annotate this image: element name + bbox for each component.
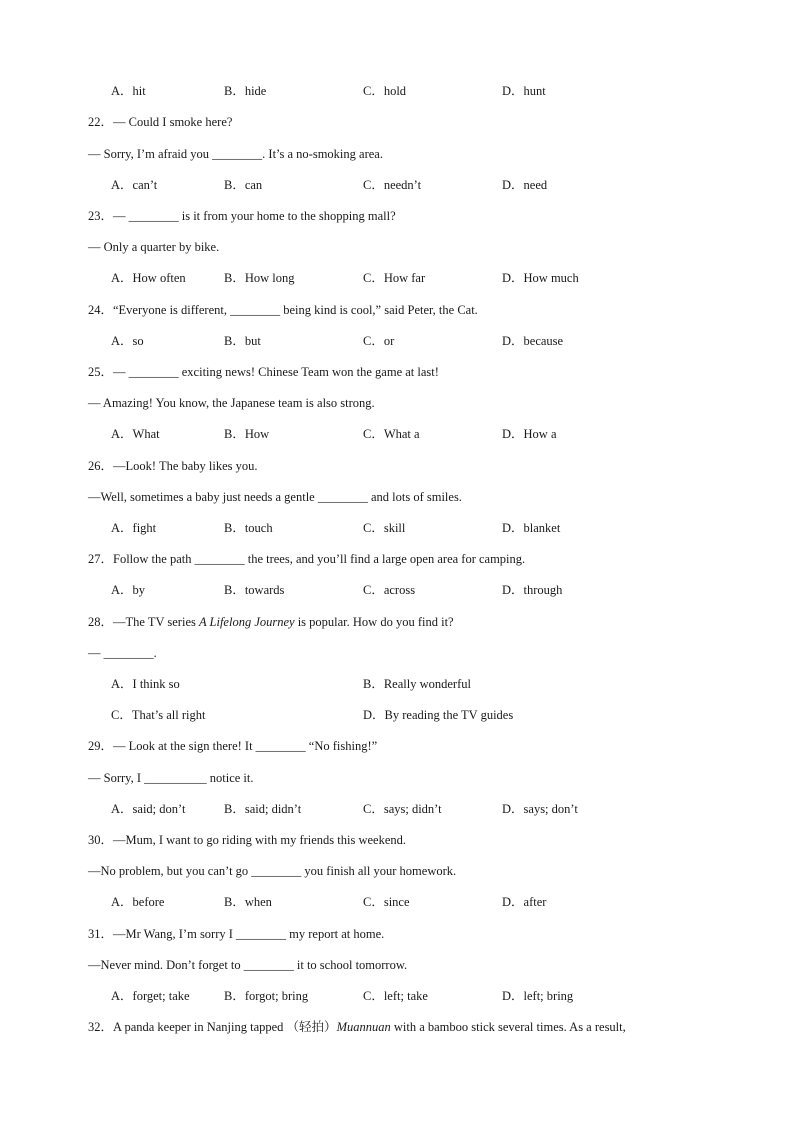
- q24-option-c: C．or: [363, 334, 395, 348]
- q24-option-d: D．because: [502, 334, 564, 348]
- q28-dialog: — ________.: [88, 646, 157, 660]
- q32-panda-name: Muannuan: [336, 1020, 391, 1034]
- q31-dialog: —Never mind. Don’t forget to ________ it to school tomorrow.: [88, 958, 408, 972]
- q23-option-c: C．How far: [363, 271, 426, 285]
- q30-option-b: B．when: [224, 895, 272, 909]
- q32-stem-suffix: with a bamboo stick several times. As a result,: [390, 1020, 626, 1034]
- q28-stem: [88, 614, 454, 630]
- q30-option-c: C．since: [363, 895, 410, 909]
- q21-option-d: D．hunt: [502, 84, 546, 98]
- q25-option-a: A．What: [111, 427, 160, 441]
- q23-dialog: — Only a quarter by bike.: [88, 240, 220, 254]
- q31-option-a: A．forget; take: [111, 989, 190, 1003]
- q29-option-a: A．said; don’t: [111, 802, 186, 816]
- q26-stem: 26．—Look! The baby likes you.: [88, 459, 258, 473]
- q27-stem: 27．Follow the path ________ the trees, and you’ll find a large open area for camping.: [88, 552, 526, 566]
- q30-stem: 30．—Mum, I want to go riding with my friends this weekend.: [88, 833, 407, 847]
- q22-option-a: A．can’t: [111, 178, 158, 192]
- q23-option-b: B．How long: [224, 271, 295, 285]
- q26-option-d: D．blanket: [502, 521, 561, 535]
- q25-stem: 25．— ________ exciting news! Chinese Team won the game at last!: [88, 365, 439, 379]
- q22-option-b: B．can: [224, 178, 263, 192]
- q28-option-d: D．By reading the TV guides: [363, 708, 514, 722]
- q29-option-c: C．says; didn’t: [363, 802, 442, 816]
- q27-option-d: D．through: [502, 583, 563, 597]
- q29-option-b: B．said; didn’t: [224, 802, 302, 816]
- q25-dialog: — Amazing! You know, the Japanese team is also strong.: [88, 396, 375, 410]
- q28-option-a: A．I think so: [111, 677, 180, 691]
- q22-stem: 22．— Could I smoke here?: [88, 115, 233, 129]
- q25-option-c: C．What a: [363, 427, 420, 441]
- q21-option-b: B．hide: [224, 84, 267, 98]
- q28-series-title: A Lifelong Journey: [198, 615, 295, 629]
- q28-stem-suffix: is popular. How do you find it?: [294, 615, 454, 629]
- q32-stem-prefix: 32．A panda keeper in Nanjing tapped （轻拍）: [88, 1020, 337, 1034]
- q29-option-d: D．says; don’t: [502, 802, 578, 816]
- q27-option-a: A．by: [111, 583, 146, 597]
- q26-option-a: A．fight: [111, 521, 157, 535]
- q31-option-d: D．left; bring: [502, 989, 574, 1003]
- q21-option-a: A．hit: [111, 84, 146, 98]
- q22-option-c: C．needn’t: [363, 178, 422, 192]
- q23-option-a: A．How often: [111, 271, 186, 285]
- q32-stem: [88, 1019, 626, 1035]
- q30-option-d: D．after: [502, 895, 547, 909]
- q28-stem-prefix: 28．—The TV series: [88, 615, 199, 629]
- q28-option-b: B．Really wonderful: [363, 677, 471, 691]
- q31-option-c: C．left; take: [363, 989, 428, 1003]
- q26-option-c: C．skill: [363, 521, 406, 535]
- q28-option-c: C．That’s all right: [111, 708, 206, 722]
- q27-option-b: B．towards: [224, 583, 285, 597]
- q21-option-c: C．hold: [363, 84, 407, 98]
- q25-option-b: B．How: [224, 427, 270, 441]
- q22-option-d: D．need: [502, 178, 548, 192]
- q26-dialog: —Well, sometimes a baby just needs a gentle ________ and lots of smiles.: [88, 490, 462, 504]
- q24-option-b: B．but: [224, 334, 261, 348]
- q24-option-a: A．so: [111, 334, 144, 348]
- q30-option-a: A．before: [111, 895, 165, 909]
- q23-stem: 23．— ________ is it from your home to the shopping mall?: [88, 209, 396, 223]
- q30-dialog: —No problem, but you can’t go ________ you finish all your homework.: [88, 864, 457, 878]
- q22-dialog: — Sorry, I’m afraid you ________. It’s a no-smoking area.: [88, 147, 383, 161]
- q23-option-d: D．How much: [502, 271, 579, 285]
- q27-option-c: C．across: [363, 583, 416, 597]
- q25-option-d: D．How a: [502, 427, 557, 441]
- q29-stem: 29．— Look at the sign there! It ________ “No fishing!”: [88, 739, 378, 753]
- q31-stem: 31．—Mr Wang, I’m sorry I ________ my report at home.: [88, 927, 385, 941]
- q26-option-b: B．touch: [224, 521, 273, 535]
- q31-option-b: B．forgot; bring: [224, 989, 309, 1003]
- q29-dialog: — Sorry, I __________ notice it.: [88, 771, 254, 785]
- q24-stem: 24．“Everyone is different, ________ being kind is cool,” said Peter, the Cat.: [88, 303, 478, 317]
